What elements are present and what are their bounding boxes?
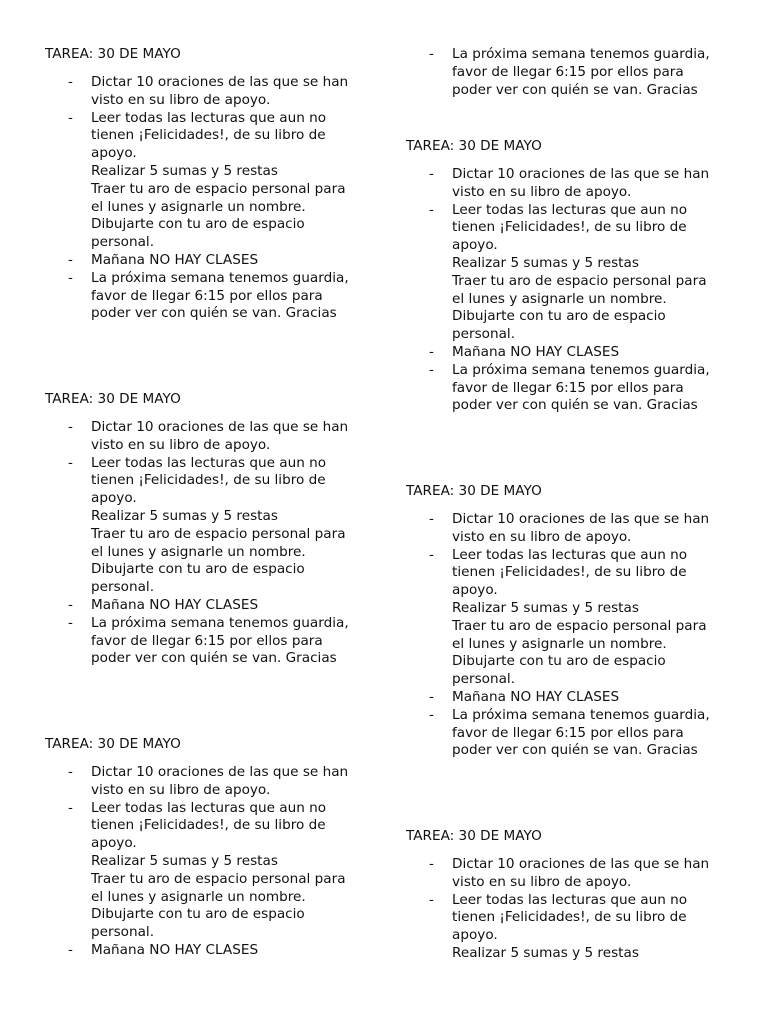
list-item bbox=[429, 202, 734, 344]
bullet-dash: - bbox=[68, 799, 73, 816]
list-item-text: Dictar 10 oraciones de las que se han visto en su libro de apoyo. bbox=[91, 764, 349, 798]
list-item bbox=[68, 615, 373, 668]
list-item-text: Leer todas las lecturas que aun no tienen ¡Felicidades!, de su libro de apoyo. Realizar 5 sumas y 5 restas Traer tu aro de espacio personal para el lunes y asignarle un nombre. Dibujarte con tu aro de espacio personal. bbox=[91, 454, 346, 596]
list-item-text: La próxima semana tenemos guardia, favor de llegar 6:15 por ellos para poder ver con quién se van. Gracias bbox=[91, 269, 349, 322]
list-item-text: Leer todas las lecturas que aun no tienen ¡Felicidades!, de su libro de apoyo. Realizar 5 sumas y 5 restas Traer tu aro de espacio personal para el lunes y asignarle un nombre. Dibujarte con tu aro de espacio personal. bbox=[452, 546, 707, 688]
list-item-text: Mañana NO HAY CLASES bbox=[91, 252, 259, 268]
list-item-text: Mañana NO HAY CLASES bbox=[91, 597, 259, 613]
list-item-text: Leer todas las lecturas que aun no tienen ¡Felicidades!, de su libro de apoyo. Realizar 5 sumas y 5 restas Traer tu aro de espacio personal para el lunes y asignarle un nombre. Dibujarte con tu aro de espacio personal. bbox=[91, 109, 346, 251]
list-item-text: Mañana NO HAY CLASES bbox=[91, 942, 259, 958]
list-item-text: Dictar 10 oraciones de las que se han visto en su libro de apoyo. bbox=[91, 74, 349, 108]
list-item bbox=[68, 110, 373, 252]
list-item bbox=[68, 419, 373, 455]
bullet-dash: - bbox=[429, 46, 434, 62]
bullet-dash: - bbox=[429, 344, 434, 360]
bullet-dash: - bbox=[68, 419, 73, 435]
list-item-text: Dictar 10 oraciones de las que se han visto en su libro de apoyo. bbox=[452, 856, 710, 890]
bullet-dash: - bbox=[429, 856, 434, 872]
bullet-dash: - bbox=[429, 546, 434, 563]
note-heading: TAREA: 30 DE MAYO bbox=[45, 46, 181, 62]
list-item-text: Dictar 10 oraciones de las que se han visto en su libro de apoyo. bbox=[452, 511, 710, 545]
note-heading: TAREA: 30 DE MAYO bbox=[45, 391, 181, 407]
list-item bbox=[429, 856, 734, 892]
list-item bbox=[68, 800, 373, 942]
bullet-dash: - bbox=[68, 764, 73, 780]
list-item-text: Mañana NO HAY CLASES bbox=[452, 689, 620, 705]
list-item bbox=[68, 252, 373, 270]
list-item-text: Leer todas las lecturas que aun no tienen ¡Felicidades!, de su libro de apoyo. Realizar 5 sumas y 5 restas Traer tu aro de espacio personal para el lunes y asignarle un nombre. Dibujarte con tu aro de espacio personal. bbox=[452, 201, 707, 343]
bullet-dash: - bbox=[429, 201, 434, 218]
note-heading: TAREA: 30 DE MAYO bbox=[406, 828, 542, 844]
bullet-dash: - bbox=[429, 166, 434, 182]
bullet-dash: - bbox=[68, 614, 73, 631]
list-item-text: Dictar 10 oraciones de las que se han visto en su libro de apoyo. bbox=[452, 166, 710, 200]
list-item bbox=[429, 46, 734, 99]
list-item-text: Dictar 10 oraciones de las que se han visto en su libro de apoyo. bbox=[91, 419, 349, 453]
bullet-dash: - bbox=[429, 361, 434, 378]
bullet-dash: - bbox=[429, 891, 434, 908]
bullet-dash: - bbox=[68, 252, 73, 268]
bullet-dash: - bbox=[68, 454, 73, 471]
list-item bbox=[68, 597, 373, 615]
bullet-dash: - bbox=[429, 689, 434, 705]
list-item-text: Leer todas las lecturas que aun no tienen ¡Felicidades!, de su libro de apoyo. Realizar 5 sumas y 5 restas bbox=[452, 891, 688, 961]
list-item-text: La próxima semana tenemos guardia, favor de llegar 6:15 por ellos para poder ver con quién se van. Gracias bbox=[452, 361, 710, 414]
list-item bbox=[429, 166, 734, 202]
bullet-dash: - bbox=[68, 269, 73, 286]
list-item bbox=[429, 362, 734, 415]
list-item-text: La próxima semana tenemos guardia, favor de llegar 6:15 por ellos para poder ver con quién se van. Gracias bbox=[91, 614, 349, 667]
list-item bbox=[68, 764, 373, 800]
list-item bbox=[429, 344, 734, 362]
list-item-text: La próxima semana tenemos guardia, favor de llegar 6:15 por ellos para poder ver con quién se van. Gracias bbox=[452, 706, 710, 759]
bullet-dash: - bbox=[68, 109, 73, 126]
list-item bbox=[429, 511, 734, 547]
bullet-dash: - bbox=[429, 511, 434, 527]
list-item-text: La próxima semana tenemos guardia, favor de llegar 6:15 por ellos para poder ver con quién se van. Gracias bbox=[452, 46, 710, 98]
list-item bbox=[68, 455, 373, 597]
list-item-text: Leer todas las lecturas que aun no tienen ¡Felicidades!, de su libro de apoyo. Realizar 5 sumas y 5 restas Traer tu aro de espacio personal para el lunes y asignarle un nombre. Dibujarte con tu aro de espacio personal. bbox=[91, 799, 346, 941]
list-item bbox=[429, 892, 734, 963]
note-heading: TAREA: 30 DE MAYO bbox=[406, 483, 542, 499]
bullet-dash: - bbox=[68, 74, 73, 90]
list-item bbox=[429, 689, 734, 707]
bullet-dash: - bbox=[68, 942, 73, 958]
note-heading: TAREA: 30 DE MAYO bbox=[406, 138, 542, 154]
note-heading: TAREA: 30 DE MAYO bbox=[45, 736, 181, 752]
list-item bbox=[429, 547, 734, 689]
list-item bbox=[68, 270, 373, 323]
list-item-text: Mañana NO HAY CLASES bbox=[452, 344, 620, 360]
list-item bbox=[429, 707, 734, 760]
bullet-dash: - bbox=[68, 597, 73, 613]
list-item bbox=[68, 942, 373, 960]
bullet-dash: - bbox=[429, 706, 434, 723]
list-item bbox=[68, 74, 373, 110]
